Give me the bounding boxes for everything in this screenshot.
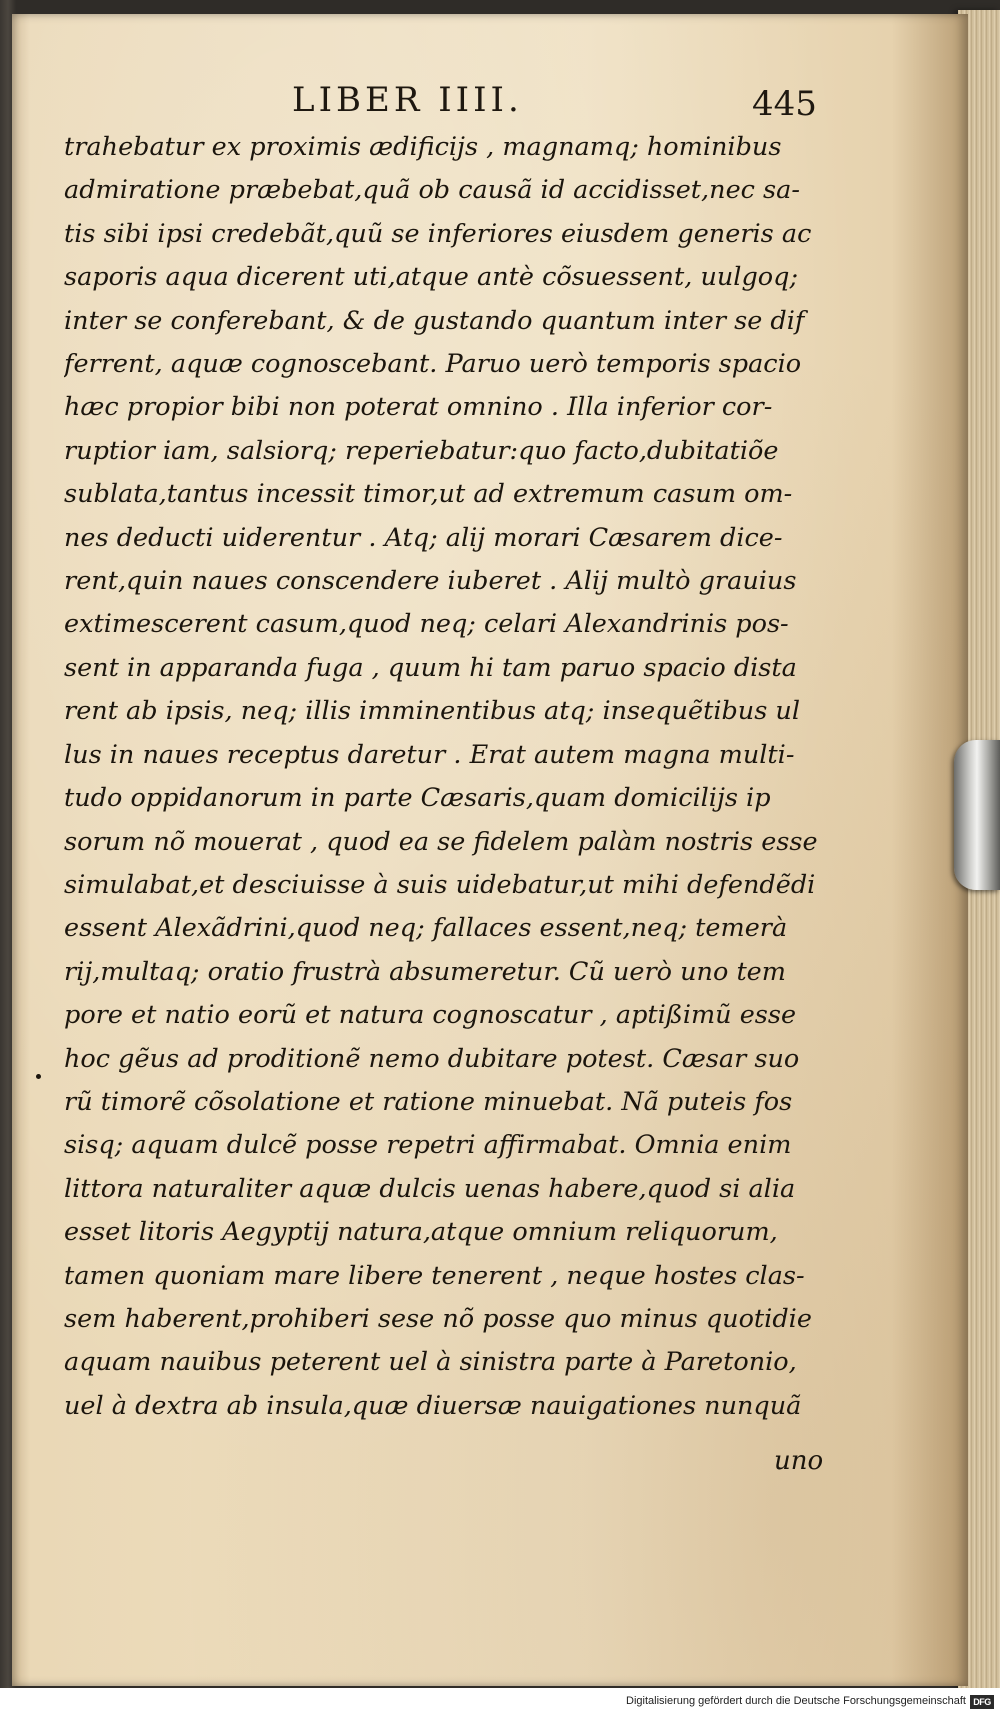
text-line: littora naturaliter aquæ dulcis uenas habere,quod si alia <box>64 1173 796 1204</box>
text-line: esset litoris Aegyptij natura,atque omnium reliquorum, <box>64 1217 778 1248</box>
text-line: sorum nõ mouerat , quod ea se fidelem palàm nostris esse <box>64 826 818 857</box>
text-line: tudo oppidanorum in parte Cæsaris,quam domicilijs ip <box>64 783 771 814</box>
text-line: saporis aqua dicerent uti,atque antè cõsuessent, uulgoq; <box>64 262 799 293</box>
ink-mark <box>36 1074 41 1079</box>
text-line: sublata,tantus incessit timor,ut ad extremum casum om- <box>64 479 793 510</box>
text-line: sisq; aquam dulcẽ posse repetri affirmabat. Omnia enim <box>64 1130 792 1161</box>
text-line: sent in apparanda fuga , quum hi tam paruo spacio dista <box>64 652 797 683</box>
text-line: rent,quin naues conscendere iuberet . Alij multò grauius <box>64 566 797 597</box>
text-line: hoc gẽus ad proditionẽ nemo dubitare potest. Cæsar suo <box>64 1043 800 1074</box>
text-line: essent Alexãdrini,quod neq; fallaces essent,neq; temerà <box>64 913 788 944</box>
text-line: lus in naues receptus daretur . Erat autem magna multi- <box>64 739 795 770</box>
dfg-logo: DFG <box>970 1695 994 1709</box>
text-line: rent ab ipsis, neq; illis imminentibus atq; insequẽtibus ul <box>64 696 800 727</box>
text-line: inter se conferebant, & de gustando quantum inter se dif <box>64 305 805 336</box>
catchword: uno <box>774 1446 824 1476</box>
text-line: uel à dextra ab insula,quæ diuersæ nauigationes nunquã <box>64 1390 802 1421</box>
text-line: tis sibi ipsi credebãt,quũ se inferiores eiusdem generis ac <box>64 218 812 249</box>
page-number: 445 <box>752 84 817 124</box>
text-line: rũ timorẽ cõsolatione et ratione minuebat. Nã puteis fos <box>64 1086 793 1117</box>
text-line: tamen quoniam mare libere tenerent , neque hostes clas- <box>64 1260 805 1291</box>
text-line: pore et natio eorũ et natura cognoscatur , aptißimũ esse <box>64 1000 797 1031</box>
text-line: rij,multaq; oratio frustrà absumeretur. Cũ uerò uno tem <box>64 956 786 987</box>
text-line: ferrent, aquæ cognoscebant. Paruo uerò temporis spacio <box>64 349 802 380</box>
text-line: extimescerent casum,quod neq; celari Alexandrinis pos- <box>64 609 789 640</box>
text-line: sem haberent,prohiberi sese nõ posse quo minus quotidie <box>64 1303 812 1334</box>
book-page <box>12 14 968 1686</box>
text-line: ruptior iam, salsiorq; reperiebatur:quo facto,dubitatiõe <box>64 435 779 466</box>
running-head: LIBER IIII. <box>292 80 523 120</box>
text-line: admiratione præbebat,quã ob causã id accidisset,nec sa- <box>64 175 800 206</box>
book-clip <box>954 740 1000 890</box>
body-text <box>64 126 839 1428</box>
text-line: aquam nauibus peterent uel à sinistra parte à Paretonio, <box>64 1347 797 1378</box>
text-line: nes deducti uiderentur . Atq; alij morari Cæsarem dice- <box>64 522 783 553</box>
text-line: trahebatur ex proximis ædificijs , magnamq; hominibus <box>64 132 782 162</box>
text-line: hæc propior bibi non poterat omnino . Illa inferior cor- <box>64 392 773 423</box>
footer-bar <box>0 1688 1000 1718</box>
text-line: simulabat,et desciuisse à suis uidebatur,ut mihi defendẽdi <box>64 869 816 900</box>
digitization-credit: Digitalisierung gefördert durch die Deutsche Forschungsgemeinschaft <box>626 1695 966 1707</box>
